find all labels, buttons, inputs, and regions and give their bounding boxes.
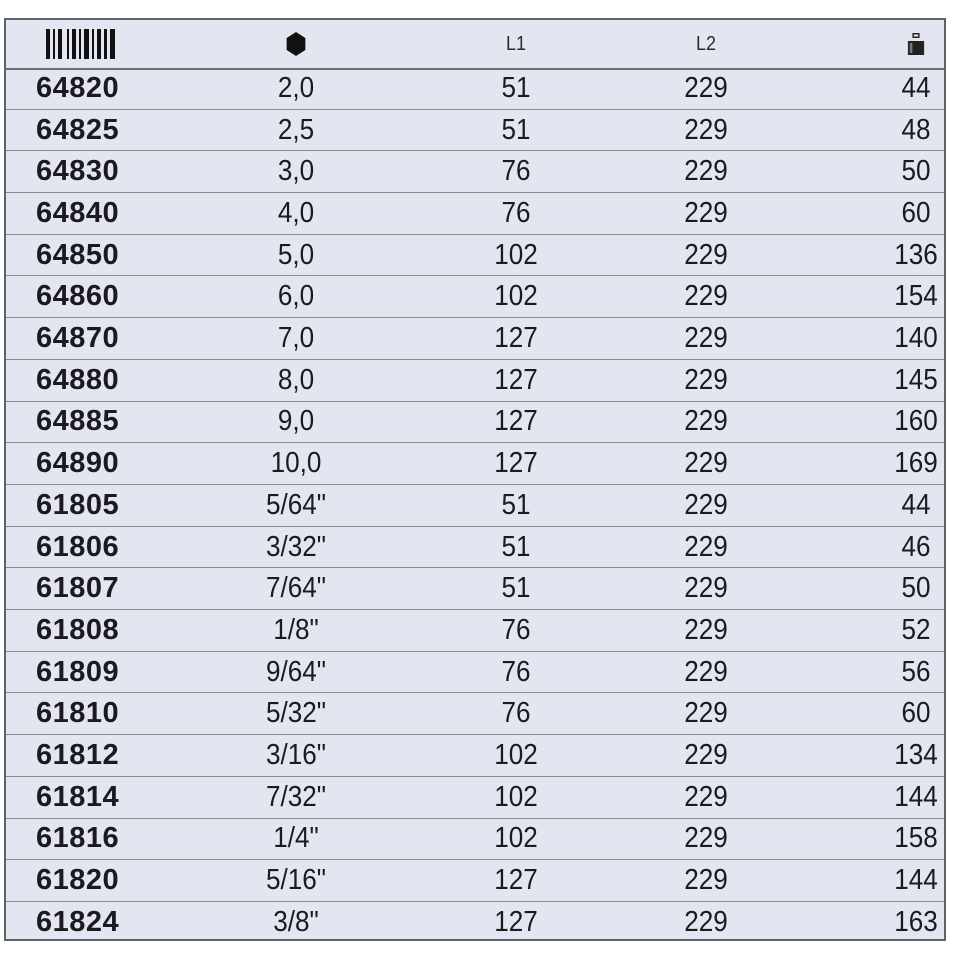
item-size: 5/16" (265, 864, 327, 897)
item-l2: 229 (684, 280, 728, 313)
item-code: 61808 (36, 613, 120, 646)
table-row (6, 443, 944, 485)
item-weight: 60 (901, 697, 931, 730)
item-size: 5,0 (277, 238, 315, 271)
item-l2: 229 (684, 363, 728, 396)
table-row (6, 151, 944, 193)
item-weight: 46 (901, 530, 931, 563)
table-row (6, 735, 944, 777)
item-l1: 127 (494, 906, 538, 939)
item-code: 61816 (36, 822, 120, 855)
item-weight: 56 (901, 655, 931, 688)
barcode-icon (46, 29, 115, 59)
table-row (6, 235, 944, 277)
item-code: 64825 (36, 113, 120, 146)
item-code: 64870 (36, 322, 120, 355)
item-l1: 127 (494, 864, 538, 897)
item-weight: 134 (894, 739, 938, 772)
item-weight: 136 (894, 238, 938, 271)
item-l2: 229 (684, 780, 728, 813)
spec-table (4, 18, 946, 941)
item-l2: 229 (684, 405, 728, 438)
item-weight: 163 (894, 906, 938, 939)
table-row (6, 318, 944, 360)
item-code: 61809 (36, 655, 120, 688)
item-l1: 76 (501, 155, 531, 188)
item-size: 3/8" (273, 906, 319, 939)
item-weight: 48 (901, 113, 931, 146)
item-size: 7/64" (265, 572, 327, 605)
item-weight: 144 (894, 780, 938, 813)
item-l2: 229 (684, 238, 728, 271)
item-size: 1/4" (273, 822, 319, 855)
item-weight: 60 (901, 196, 931, 229)
table-header (6, 20, 944, 70)
item-l2: 229 (684, 864, 728, 897)
item-weight: 140 (894, 322, 938, 355)
item-l1: 76 (501, 655, 531, 688)
item-l2: 229 (684, 572, 728, 605)
table-row (6, 652, 944, 694)
weight-icon (907, 33, 925, 55)
item-size: 4,0 (277, 196, 315, 229)
table-row (6, 610, 944, 652)
item-code: 64890 (36, 447, 120, 480)
item-size: 5/64" (265, 488, 327, 521)
item-code: 61814 (36, 780, 120, 813)
item-l1: 51 (501, 113, 531, 146)
item-size: 7,0 (277, 322, 315, 355)
item-weight: 160 (894, 405, 938, 438)
item-l2: 229 (684, 447, 728, 480)
item-l1: 102 (494, 238, 538, 271)
table-row (6, 360, 944, 402)
table-row (6, 402, 944, 444)
item-l2: 229 (684, 530, 728, 563)
item-weight: 44 (901, 71, 931, 104)
item-code: 64850 (36, 238, 120, 271)
item-code: 61824 (36, 906, 120, 939)
item-l2: 229 (684, 906, 728, 939)
item-weight: 52 (901, 613, 931, 646)
item-l2: 229 (684, 822, 728, 855)
table-row (6, 860, 944, 902)
item-l1: 127 (494, 405, 538, 438)
item-l2: 229 (684, 655, 728, 688)
item-l1: 76 (501, 196, 531, 229)
item-l2: 229 (684, 155, 728, 188)
table-row (6, 277, 944, 319)
table-row (6, 694, 944, 736)
item-l1: 102 (494, 739, 538, 772)
item-l2: 229 (684, 113, 728, 146)
table-row (6, 193, 944, 235)
item-size: 7/32" (265, 780, 327, 813)
table-row (6, 68, 944, 110)
item-weight: 44 (901, 488, 931, 521)
item-code: 61807 (36, 572, 120, 605)
item-weight: 169 (894, 447, 938, 480)
item-code: 61820 (36, 864, 120, 897)
item-l1: 76 (501, 697, 531, 730)
item-l1: 76 (501, 613, 531, 646)
table-row (6, 902, 944, 944)
item-size: 3,0 (277, 155, 315, 188)
item-code: 64820 (36, 71, 120, 104)
header-size (233, 20, 359, 68)
item-l2: 229 (684, 71, 728, 104)
item-code: 64885 (36, 405, 120, 438)
item-size: 1/8" (273, 613, 319, 646)
item-size: 5/32" (265, 697, 327, 730)
item-l2: 229 (684, 322, 728, 355)
hexagon-icon (284, 31, 307, 57)
item-l2: 229 (684, 488, 728, 521)
item-weight: 50 (901, 155, 931, 188)
item-l1: 51 (501, 488, 531, 521)
header-l1: L1 (505, 32, 527, 55)
table-row (6, 568, 944, 610)
item-weight: 50 (901, 572, 931, 605)
item-l1: 51 (501, 530, 531, 563)
item-l1: 127 (494, 322, 538, 355)
item-l2: 229 (684, 697, 728, 730)
item-weight: 145 (894, 363, 938, 396)
item-code: 64840 (36, 196, 120, 229)
header-weight (871, 20, 960, 68)
item-weight: 158 (894, 822, 938, 855)
table-row (6, 527, 944, 569)
item-code: 64830 (36, 155, 120, 188)
item-l2: 229 (684, 613, 728, 646)
item-l1: 127 (494, 447, 538, 480)
item-l2: 229 (684, 196, 728, 229)
item-code: 64860 (36, 280, 120, 313)
item-l2: 229 (684, 739, 728, 772)
item-code: 61806 (36, 530, 120, 563)
item-code: 64880 (36, 363, 120, 396)
item-code: 61810 (36, 697, 120, 730)
table-row (6, 110, 944, 152)
table-row (6, 777, 944, 819)
item-size: 8,0 (277, 363, 315, 396)
item-weight: 144 (894, 864, 938, 897)
item-l1: 51 (501, 572, 531, 605)
item-l1: 102 (494, 280, 538, 313)
item-size: 9/64" (265, 655, 327, 688)
header-l2: L2 (695, 32, 717, 55)
item-code: 61812 (36, 739, 120, 772)
item-size: 3/32" (265, 530, 327, 563)
item-size: 3/16" (265, 739, 327, 772)
table-row (6, 485, 944, 527)
item-weight: 154 (894, 280, 938, 313)
item-size: 10,0 (270, 447, 322, 480)
item-size: 2,5 (277, 113, 315, 146)
item-l1: 102 (494, 822, 538, 855)
item-size: 6,0 (277, 280, 315, 313)
item-l1: 51 (501, 71, 531, 104)
item-code: 61805 (36, 488, 120, 521)
header-code (46, 20, 156, 68)
item-l1: 127 (494, 363, 538, 396)
table-row (6, 819, 944, 861)
item-size: 9,0 (277, 405, 315, 438)
item-size: 2,0 (277, 71, 315, 104)
item-l1: 102 (494, 780, 538, 813)
